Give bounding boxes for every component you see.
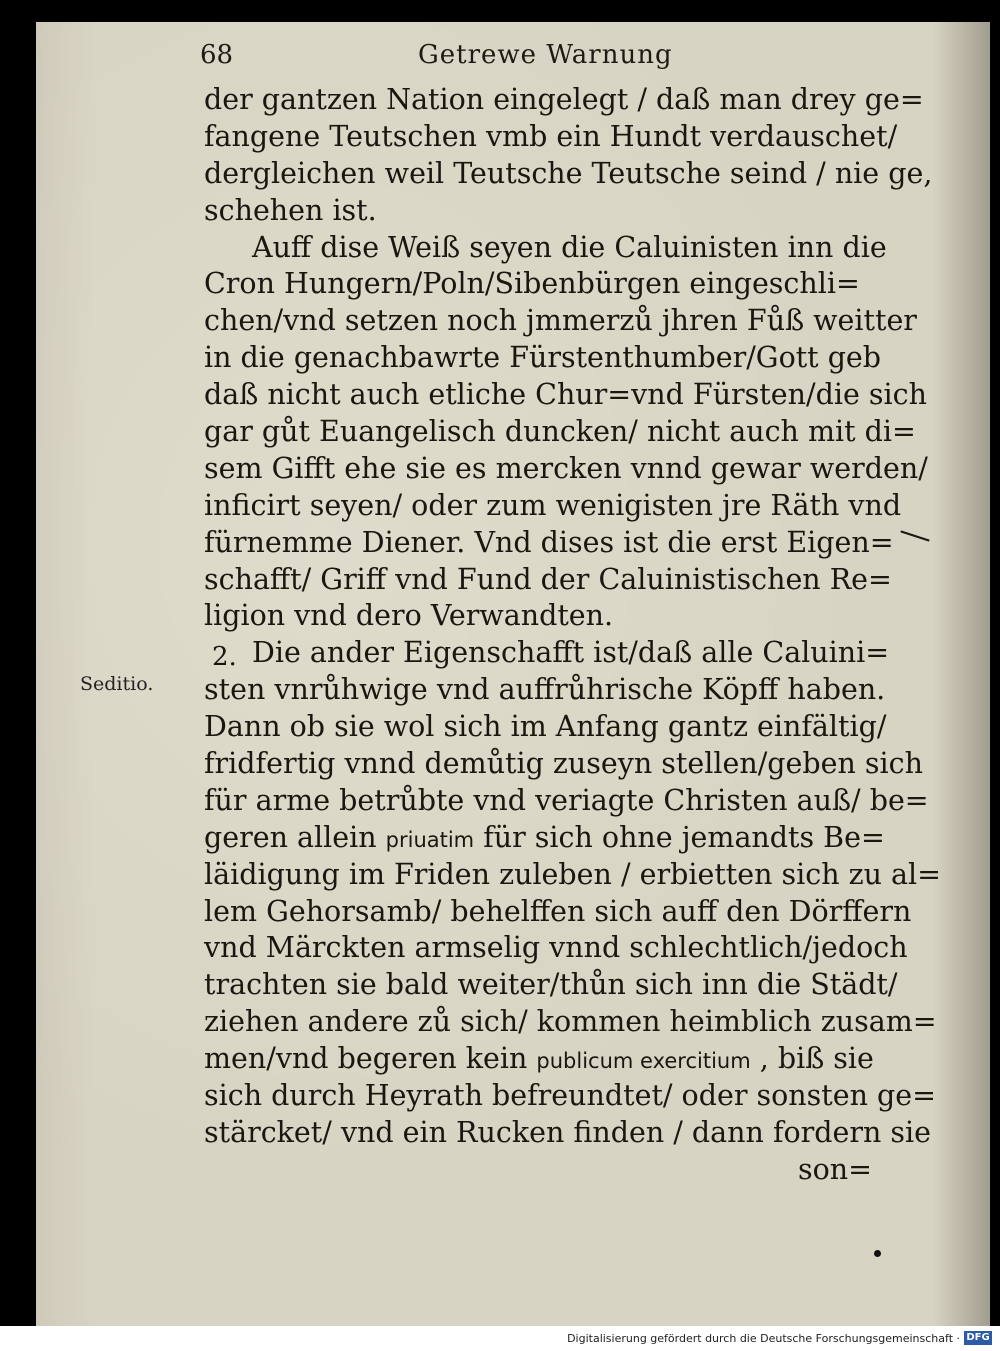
line-text-after: für sich ohne jemandts Be=: [474, 820, 885, 854]
line-text: son=: [797, 1152, 872, 1186]
text-line: [204, 266, 904, 303]
text-line: [204, 635, 904, 672]
body-text: [204, 82, 942, 1189]
line-text: Cron Hungern/Poln/Sibenbürgen eingeschli=: [204, 267, 860, 301]
text-line: [204, 820, 904, 857]
text-line: [204, 414, 916, 451]
line-text: sich durch Heyrath befreundtet/ oder sonsten ge=: [204, 1079, 936, 1113]
line-text: fangene Teutschen vmb ein Hundt verdauschet/: [204, 119, 898, 153]
line-text: inficirt seyen/ oder zum wenigisten jre Räth vnd: [204, 488, 902, 522]
line-text: lem Gehorsamb/ behelffen sich auff den Dörffern: [204, 894, 912, 928]
line-text: schehen ist.: [204, 193, 377, 227]
line-text: dergleichen weil Teutsche Teutsche seind / nie ge,: [204, 156, 933, 190]
line-text: fürnemme Diener. Vnd dises ist die erst Eigen=: [204, 525, 894, 559]
text-line: [204, 377, 927, 414]
text-line: [204, 156, 933, 193]
text-line: [204, 1152, 904, 1189]
text-line: [204, 709, 904, 746]
text-line: [204, 230, 904, 267]
line-text: ziehen andere zů sich/ kommen heimblich zusam=: [204, 1005, 937, 1039]
dfg-logo: DFG: [964, 1331, 992, 1345]
line-text: Auff dise Weiß seyen die Caluinisten inn die: [252, 230, 887, 264]
text-line: [204, 746, 923, 783]
line-text: der gantzen Nation eingelegt / daß man drey ge=: [204, 83, 924, 116]
line-text: schafft/ Griff vnd Fund der Caluinistischen Re=: [204, 562, 892, 596]
line-text: trachten sie bald weiter/thůn sich inn die Städt/: [204, 968, 898, 1002]
line-text: fridfertig vnnd demůtig zuseyn stellen/geben sich: [204, 747, 923, 781]
marginal-note: Seditio.: [80, 673, 154, 695]
line-text: ligion vnd dero Verwandten.: [204, 599, 614, 633]
latin-phrase: publicum exercitium: [536, 1049, 751, 1074]
page-header: [200, 40, 720, 80]
text-line: [204, 930, 908, 967]
text-line: [204, 451, 928, 488]
text-line: [204, 119, 904, 156]
paragraph-number: 2.: [212, 642, 237, 672]
line-text: sten vnrůhwige vnd auffrůhrische Köpff haben.: [204, 673, 886, 707]
text-line: [204, 303, 917, 340]
footer-bar: [0, 1326, 1000, 1351]
line-text: men/vnd begeren kein: [204, 1042, 537, 1076]
footer-credit: Digitalisierung gefördert durch die Deutsche Forschungsgemeinschaft ·: [567, 1332, 960, 1345]
text-line: [204, 1041, 904, 1078]
line-text: sem Gifft ehe sie es mercken vnnd gewar werden/: [204, 451, 928, 485]
page-number: 68: [200, 40, 234, 70]
line-text: in die genachbawrte Fürstenthumber/Gott geb: [204, 341, 882, 375]
text-line: [204, 82, 924, 119]
text-line: [204, 598, 904, 635]
line-text: gar gůt Euangelisch duncken/ nicht auch mit di=: [204, 415, 916, 449]
ink-dot: [874, 1250, 881, 1257]
text-line: [204, 1004, 937, 1041]
line-text: geren allein: [204, 820, 386, 854]
line-text: läidigung im Friden zuleben / erbietten sich zu al=: [204, 857, 942, 891]
latin-phrase: priuatim: [385, 827, 475, 852]
text-line: [204, 193, 904, 230]
text-line: [204, 1115, 932, 1152]
line-text: daß nicht auch etliche Chur=vnd Fürsten/die sich: [204, 378, 927, 412]
text-line: [204, 525, 904, 562]
text-line: [204, 1078, 936, 1115]
text-line: [204, 562, 904, 599]
text-line: [204, 488, 904, 525]
text-line: [204, 783, 929, 820]
text-line: [204, 672, 904, 709]
text-line: [204, 894, 912, 931]
text-line: [204, 857, 942, 894]
running-head: Getrewe Warnung: [418, 40, 673, 70]
line-text: Die ander Eigenschafft ist/daß alle Caluini=: [252, 636, 890, 670]
line-text-after: , biß sie: [750, 1042, 874, 1076]
line-text: für arme betrůbte vnd veriagte Christen auß/ be=: [204, 783, 929, 817]
line-text: Dann ob sie wol sich im Anfang gantz einfältig/: [204, 710, 887, 744]
line-text: stärcket/ vnd ein Rucken finden / dann fordern sie: [204, 1115, 932, 1149]
text-line: [204, 340, 904, 377]
text-line: [204, 967, 904, 1004]
line-text: chen/vnd setzen noch jmmerzů jhren Fůß weitter: [204, 304, 917, 338]
line-text: vnd Märckten armselig vnnd schlechtlich/jedoch: [204, 931, 908, 965]
